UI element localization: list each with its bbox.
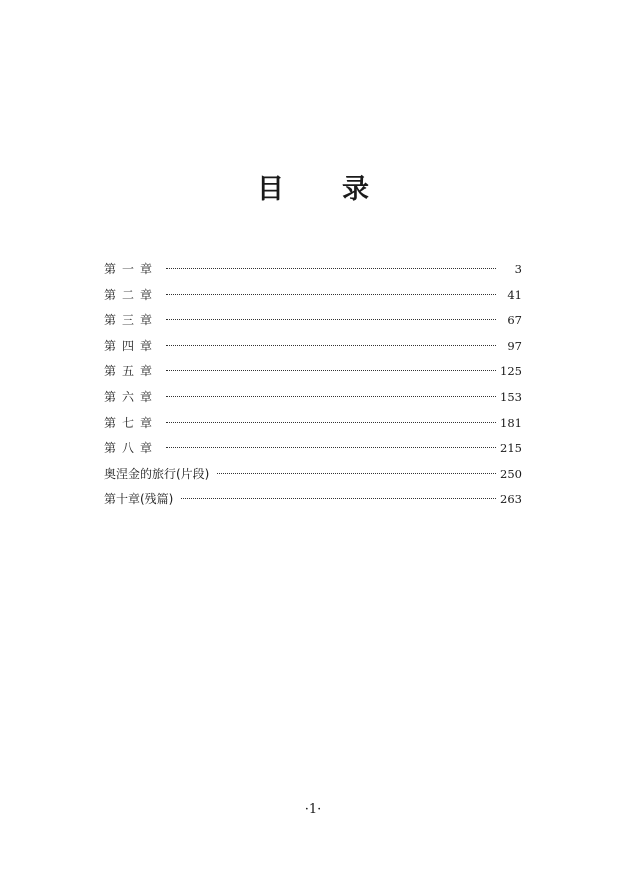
toc-entry-label: 第三章 xyxy=(104,313,159,328)
dot-leader xyxy=(166,447,496,448)
toc-entry-label: 第二章 xyxy=(104,287,159,302)
toc-entry-page: 181 xyxy=(500,415,522,430)
page-title xyxy=(0,172,626,208)
dot-leader xyxy=(166,319,496,320)
toc-entry-label: 第十章(残篇) xyxy=(104,492,174,507)
toc-entry-label: 第一章 xyxy=(104,262,159,276)
dot-leader xyxy=(166,370,496,371)
toc-entry-page: 67 xyxy=(507,313,522,328)
toc-entry-page: 97 xyxy=(507,338,522,353)
dot-leader xyxy=(166,422,496,423)
toc-entry-chapter-8[interactable] xyxy=(104,438,522,464)
title-char-right: 录 xyxy=(342,174,369,205)
toc-entry-chapter-10[interactable] xyxy=(104,489,522,515)
toc-entry-chapter-3[interactable] xyxy=(104,310,522,336)
dot-leader xyxy=(166,396,496,397)
toc-entry-page: 153 xyxy=(500,389,522,404)
dot-leader xyxy=(166,345,496,346)
toc-entry-chapter-4[interactable] xyxy=(104,336,522,362)
toc-entry-page: 215 xyxy=(500,441,522,456)
toc-entry-label: 第五章 xyxy=(104,364,159,379)
toc-entry-onegin-journey[interactable] xyxy=(104,464,522,490)
toc-entry-chapter-7[interactable] xyxy=(104,413,522,439)
toc-entry-label: 第四章 xyxy=(104,338,159,353)
page-number: ·1· xyxy=(304,802,322,817)
table-of-contents xyxy=(104,259,522,515)
dot-leader xyxy=(217,473,496,474)
toc-entry-label: 第六章 xyxy=(104,389,159,404)
toc-entry-page: 263 xyxy=(500,492,522,507)
dot-leader xyxy=(166,268,496,269)
toc-entry-page: 250 xyxy=(500,466,522,481)
toc-entry-label: 奥涅金的旅行(片段) xyxy=(104,466,210,481)
toc-entry-page: 125 xyxy=(500,364,522,379)
toc-entry-label: 第八章 xyxy=(104,441,159,456)
toc-entry-label: 第七章 xyxy=(104,415,159,430)
toc-entry-chapter-5[interactable] xyxy=(104,361,522,387)
title-char-left: 目 xyxy=(257,174,284,205)
toc-entry-chapter-1[interactable] xyxy=(104,259,522,285)
dot-leader xyxy=(181,498,496,499)
toc-entry-chapter-2[interactable] xyxy=(104,285,522,311)
toc-entry-page: 3 xyxy=(514,262,522,276)
toc-entry-chapter-6[interactable] xyxy=(104,387,522,413)
toc-entry-page: 41 xyxy=(507,287,522,302)
dot-leader xyxy=(166,294,496,295)
